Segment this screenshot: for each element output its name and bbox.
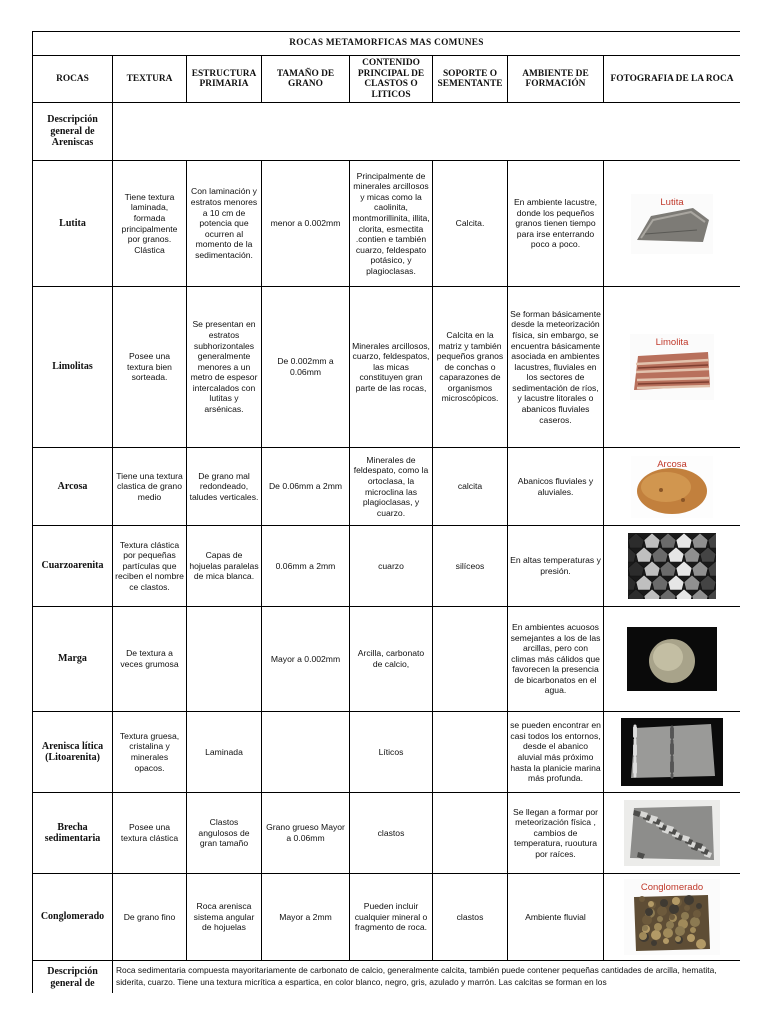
- cell-soporte: Calcita en la matriz y también pequeños granos de conchas o caparazones de organismos microscópicos.: [433, 287, 508, 448]
- cell-textura: Tiene una textura clastica de grano medio: [113, 448, 187, 526]
- rock-photo-brecha: [624, 800, 720, 866]
- cell-ambiente: En ambientes acuosos semejantes a los de las arcillas, pero con climas más cálidos que favorecen la presencia de bicarbonatos en el agua.: [508, 607, 604, 712]
- header-tamano: TAMAÑO DE GRANO: [262, 56, 350, 103]
- cell-estructura: Roca arenisca sistema angular de hojuelas: [187, 874, 262, 961]
- table-row: [33, 874, 741, 961]
- rock-photo-cell: [604, 793, 741, 874]
- rock-table: [32, 31, 740, 993]
- rock-name: Arenisca lítica (Litoarenita): [33, 712, 113, 793]
- cell-tamano: De 0.06mm a 2mm: [262, 448, 350, 526]
- cell-tamano: menor a 0.002mm: [262, 161, 350, 287]
- cell-ambiente: Se llegan a formar por meteorización física , cambios de temperatura, ruoutura por raíces.: [508, 793, 604, 874]
- cell-ambiente: se pueden encontrar en casi todos los entornos, desde el abanico aluvial más próximo hasta la planicie marina más profunda.: [508, 712, 604, 793]
- cell-tamano: Mayor a 0.002mm: [262, 607, 350, 712]
- cell-tamano: De 0.002mm a 0.06mm: [262, 287, 350, 448]
- rock-rows: [33, 161, 741, 961]
- header-estructura: ESTRUCTURA PRIMARIA: [187, 56, 262, 103]
- header-soporte: SOPORTE O SEMENTANTE: [433, 56, 508, 103]
- rock-name: Limolitas: [33, 287, 113, 448]
- cell-tamano: Mayor a 2mm: [262, 874, 350, 961]
- rock-name: Cuarzoarenita: [33, 526, 113, 607]
- rock-photo-cell: [604, 526, 741, 607]
- cell-textura: Posee una textura bien sorteada.: [113, 287, 187, 448]
- cell-ambiente: Abanicos fluviales y aluviales.: [508, 448, 604, 526]
- intro-row-empty: [113, 103, 741, 161]
- table-row: [33, 793, 741, 874]
- cell-estructura: Clastos angulosos de gran tamaño: [187, 793, 262, 874]
- header-fotografia: FOTOGRAFIA DE LA ROCA: [604, 56, 741, 103]
- cell-contenido: Pueden incluir cualquier mineral o fragmento de roca.: [350, 874, 433, 961]
- cell-contenido: Minerales de feldespato, como la ortoclasa, la microclina las plagioclasas, y cuarzo.: [350, 448, 433, 526]
- photo-label: Lutita: [660, 196, 684, 208]
- rock-photo-cell: [604, 607, 741, 712]
- header-contenido: CONTENIDO PRINCIPAL DE CLASTOS O LITICOS: [350, 56, 433, 103]
- cell-ambiente: Se forman básicamente desde la meteorización física, sin embargo, se encuentra básicamente asociada en ambientes lacustres, fluviales en los sectores de sedimentación de ríos, y lacustre litorales o abanicos fluviales caseros.: [508, 287, 604, 448]
- cell-textura: Posee una textura clástica: [113, 793, 187, 874]
- table-title: ROCAS METAMORFICAS MAS COMUNES: [33, 32, 741, 56]
- header-rocas: ROCAS: [33, 56, 113, 103]
- photo-label: Arcosa: [657, 458, 687, 470]
- intro-row-label: Descripción general de Areniscas: [33, 103, 113, 161]
- rock-photo-cell: [604, 448, 741, 526]
- last-row-text: Roca sedimentaria compuesta mayoritariamente de carbonato de calcio, generalmente calcita, también puede contener pequeñas cantidades de arcilla, hematita, siderita, cuarzo. Tiene una textura micrítica a espartica, en color blanco, negro, gris, azulado y marrón. Las calcitas se forman en los: [113, 961, 741, 994]
- table-row: [33, 161, 741, 287]
- rock-name: Arcosa: [33, 448, 113, 526]
- last-row-label: Descripción general de: [33, 961, 113, 994]
- cell-soporte: Calcita.: [433, 161, 508, 287]
- rock-photo-conglomerado: [624, 879, 720, 955]
- cell-soporte: silíceos: [433, 526, 508, 607]
- rock-table-page: [32, 31, 740, 993]
- cell-contenido: Principalmente de minerales arcillosos y micas como la caolinita, montmorillinita, illita, clorita, esmectita .contien e también cuarzo, feldespato potásico, y plagioclasas.: [350, 161, 433, 287]
- cell-ambiente: En ambiente lacustre, donde los pequeños granos tienen tiempo para irse enterrando poco a poco.: [508, 161, 604, 287]
- cell-contenido: cuarzo: [350, 526, 433, 607]
- cell-estructura: De grano mal redondeado, taludes verticales.: [187, 448, 262, 526]
- cell-textura: Textura clástica por pequeñas partículas que reciben el nombre ce clastos.: [113, 526, 187, 607]
- cell-soporte: [433, 607, 508, 712]
- cell-tamano: [262, 712, 350, 793]
- rock-name: Marga: [33, 607, 113, 712]
- rock-photo-arenisca-litica: [621, 718, 723, 786]
- cell-estructura: Capas de hojuelas paralelas de mica blanca.: [187, 526, 262, 607]
- rock-photo-cell: [604, 874, 741, 961]
- cell-tamano: 0.06mm a 2mm: [262, 526, 350, 607]
- rock-photo-cuarzoarenita: [628, 533, 716, 599]
- cell-contenido: Arcilla, carbonato de calcio,: [350, 607, 433, 712]
- cell-contenido: clastos: [350, 793, 433, 874]
- rock-photo-cell: [604, 712, 741, 793]
- cell-soporte: clastos: [433, 874, 508, 961]
- rock-name: Lutita: [33, 161, 113, 287]
- rock-photo-arcosa: [631, 456, 713, 518]
- rock-photo-lutita: [631, 194, 713, 254]
- rock-photo-cell: [604, 161, 741, 287]
- cell-ambiente: Ambiente fluvial: [508, 874, 604, 961]
- cell-ambiente: En altas temperaturas y presión.: [508, 526, 604, 607]
- cell-tamano: Grano grueso Mayor a 0.06mm: [262, 793, 350, 874]
- photo-label: Conglomerado: [640, 882, 704, 893]
- table-row: [33, 607, 741, 712]
- cell-textura: De grano fino: [113, 874, 187, 961]
- rock-name: Conglomerado: [33, 874, 113, 961]
- cell-soporte: [433, 793, 508, 874]
- cell-estructura: Se presentan en estratos subhorizontales generalmente menores a un metro de espesor intercalados con lutitas y arsénicas.: [187, 287, 262, 448]
- cell-textura: De textura a veces grumosa: [113, 607, 187, 712]
- header-ambiente: AMBIENTE DE FORMACIÓN: [508, 56, 604, 103]
- cell-textura: Textura gruesa, cristalina y minerales opacos.: [113, 712, 187, 793]
- rock-photo-marga: [627, 627, 717, 691]
- cell-contenido: Líticos: [350, 712, 433, 793]
- cell-estructura: [187, 607, 262, 712]
- cell-textura: Tiene textura laminada, formada principalmente por granos. Clástica: [113, 161, 187, 287]
- photo-label: Limolita: [655, 337, 689, 348]
- rock-name: Brecha sedimentaria: [33, 793, 113, 874]
- rock-photo-limolita: [630, 334, 714, 400]
- cell-soporte: calcita: [433, 448, 508, 526]
- table-row: [33, 448, 741, 526]
- table-row: [33, 287, 741, 448]
- cell-estructura: Con laminación y estratos menores a 10 cm de potencia que ocurren al momento de la sedimentación.: [187, 161, 262, 287]
- table-row: [33, 712, 741, 793]
- cell-contenido: Minerales arcillosos, cuarzo, feldespatos, las micas constituyen gran parte de las rocas,: [350, 287, 433, 448]
- header-textura: TEXTURA: [113, 56, 187, 103]
- cell-soporte: [433, 712, 508, 793]
- rock-photo-cell: [604, 287, 741, 448]
- cell-estructura: Laminada: [187, 712, 262, 793]
- table-row: [33, 526, 741, 607]
